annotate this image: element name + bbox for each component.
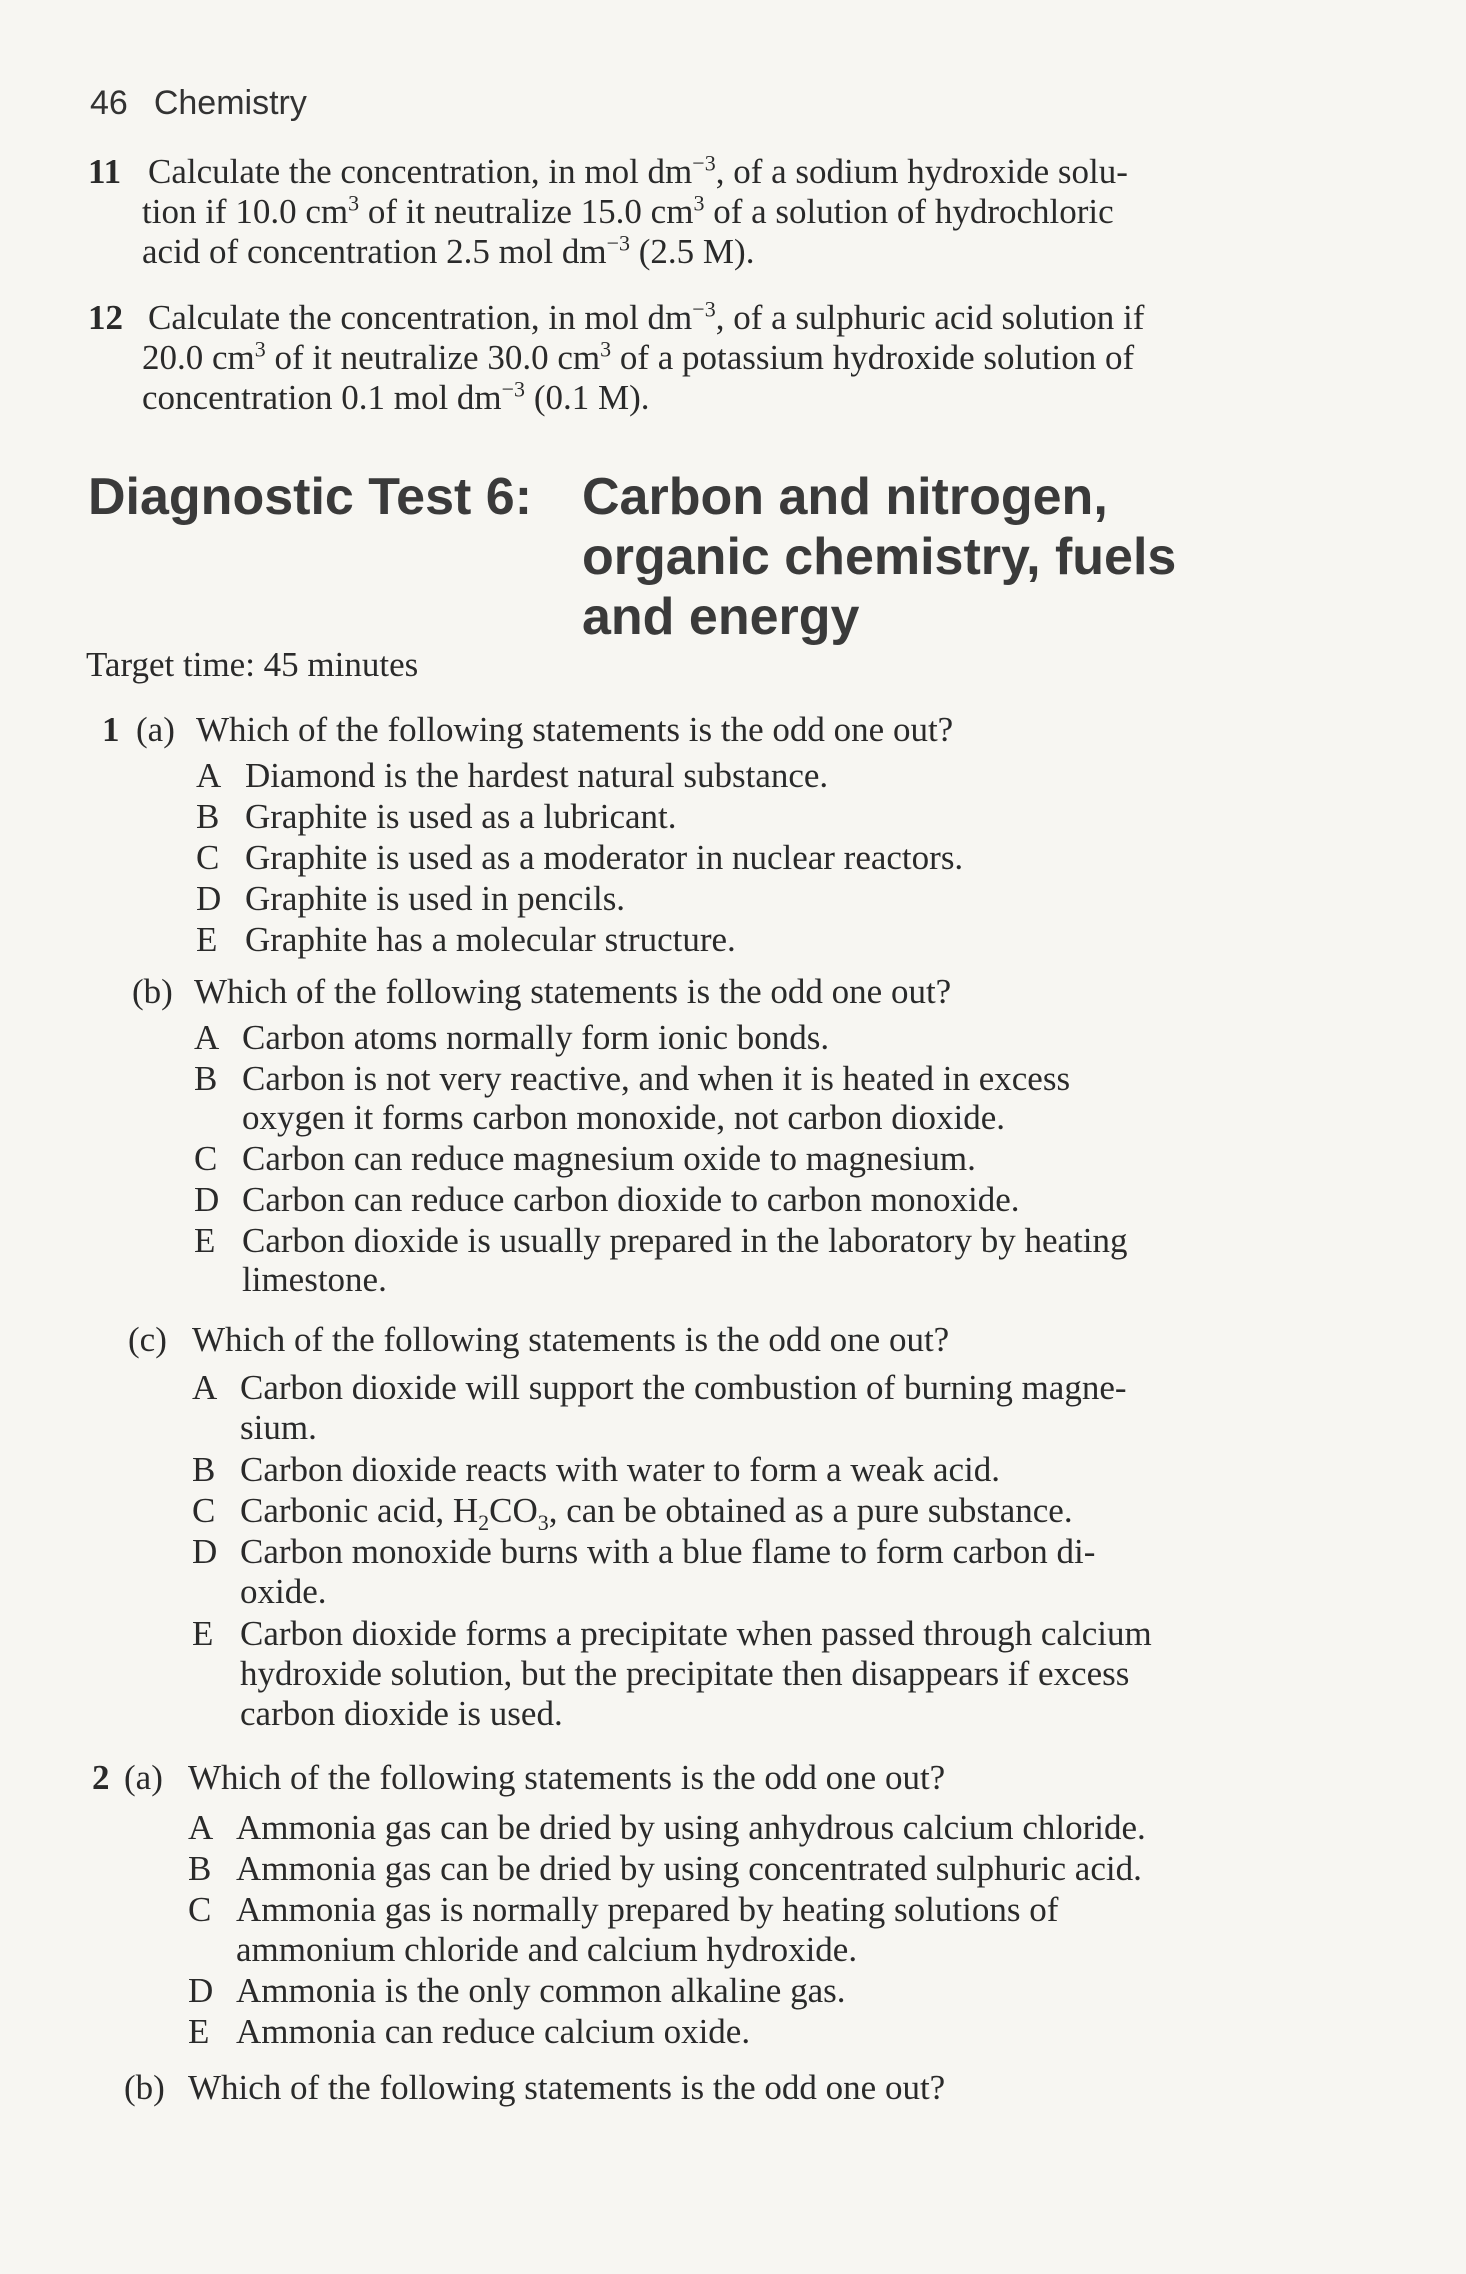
option-text: carbon dioxide is used. <box>240 1694 563 1733</box>
part-stem: Which of the following statements is the odd one out? <box>188 2068 946 2107</box>
option-letter: C <box>194 1139 218 1178</box>
part-label: (a) <box>136 710 175 749</box>
test-title-line: organic chemistry, fuels <box>582 528 1177 586</box>
question-11 <box>88 152 1388 282</box>
part-stem: Which of the following statements is the odd one out? <box>196 710 954 749</box>
option-letter: B <box>192 1450 216 1489</box>
option-letter: C <box>192 1491 216 1530</box>
option-text: Graphite is used as a moderator in nuclear reactors. <box>245 838 964 877</box>
option-text: Carbon can reduce carbon dioxide to carbon monoxide. <box>242 1180 1020 1219</box>
option-letter: D <box>194 1180 220 1219</box>
option-text: Carbon dioxide will support the combustion of burning magne- <box>240 1368 1127 1407</box>
option-letter: E <box>194 1221 216 1260</box>
question-number: 11 <box>88 152 122 191</box>
option-text: sium. <box>240 1408 317 1447</box>
question-text-line: tion if 10.0 $cm^3$ of it neutralize 15.0 $cm^3$ of a solution of hydrochloric <box>142 190 1114 231</box>
option-letter: A <box>196 756 222 795</box>
section-title: Chemistry <box>153 84 307 122</box>
option-text: Graphite has a molecular structure. <box>245 920 736 959</box>
option-text: Carbon dioxide forms a precipitate when passed through calcium <box>240 1614 1152 1653</box>
option-letter: B <box>188 1849 212 1888</box>
option-letter: D <box>196 879 222 918</box>
running-header <box>90 84 307 123</box>
option-letter: D <box>188 1971 214 2010</box>
part-label: (b) <box>132 972 173 1011</box>
question-number: 1 <box>102 710 120 749</box>
part-label: (b) <box>124 2068 165 2107</box>
target-time: Target time: 45 minutes <box>86 645 419 684</box>
question-text-line: 20.0 $cm^3$ of it neutralize 30.0 $cm^3$ of a potassium hydroxide solution of <box>142 336 1135 377</box>
option-letter: A <box>188 1808 214 1847</box>
option-text: hydroxide solution, but the precipitate then disappears if excess <box>240 1654 1130 1693</box>
question-text-line: acid of concentration 2.5 mol $dm^{-3}$ (2.5 M). <box>142 230 755 271</box>
option-text: Ammonia can reduce calcium oxide. <box>236 2012 751 2051</box>
option-text: Carbon monoxide burns with a blue flame to form carbon di- <box>240 1532 1096 1571</box>
part-label: (c) <box>128 1320 167 1359</box>
option-letter: E <box>188 2012 210 2051</box>
option-text: Carbon dioxide reacts with water to form a weak acid. <box>240 1450 1001 1489</box>
option-text: Ammonia is the only common alkaline gas. <box>236 1971 846 2010</box>
option-letter: B <box>196 797 220 836</box>
option-letter: C <box>196 838 220 877</box>
option-letter: E <box>192 1614 214 1653</box>
part-label: (a) <box>124 1758 163 1797</box>
question-text-line: Calculate the concentration, in mol $dm^{-3}$, of a sodium hydroxide solu- <box>148 150 1128 191</box>
question-text-line: Calculate the concentration, in mol $dm^{-3}$, of a sulphuric acid solution if <box>148 296 1145 337</box>
option-text: Diamond is the hardest natural substance. <box>245 756 829 795</box>
part-stem: Which of the following statements is the odd one out? <box>188 1758 946 1797</box>
option-letter: C <box>188 1890 212 1929</box>
option-letter: D <box>192 1532 218 1571</box>
test-title-line: Carbon and nitrogen, <box>582 468 1108 526</box>
test-title-line: and energy <box>582 588 860 646</box>
option-text: Ammonia gas is normally prepared by heating solutions of <box>236 1890 1059 1929</box>
question-text-line: concentration 0.1 mol $dm^{-3}$ (0.1 M). <box>142 376 650 417</box>
option-text: Carbon atoms normally form ionic bonds. <box>242 1018 830 1057</box>
option-text: Graphite is used as a lubricant. <box>245 797 677 836</box>
option-letter: E <box>196 920 218 959</box>
option-text: limestone. <box>242 1260 387 1299</box>
option-text: Ammonia gas can be dried by using concentrated sulphuric acid. <box>236 1849 1142 1888</box>
option-text: oxygen it forms carbon monoxide, not carbon dioxide. <box>242 1098 1006 1137</box>
option-text: oxide. <box>240 1572 327 1611</box>
part-stem: Which of the following statements is the odd one out? <box>192 1320 950 1359</box>
option-text: Carbon can reduce magnesium oxide to magnesium. <box>242 1139 976 1178</box>
option-letter: A <box>194 1018 220 1057</box>
option-letter: A <box>192 1368 218 1407</box>
option-text: Carbonic acid, $H_2CO_3$, can be obtained as a pure substance. <box>240 1491 1073 1535</box>
question-12 <box>88 298 1388 428</box>
option-text: Carbon is not very reactive, and when it is heated in excess <box>242 1059 1071 1098</box>
part-stem: Which of the following statements is the odd one out? <box>194 972 952 1011</box>
page-number: 46 <box>90 84 128 122</box>
test-label: Diagnostic Test 6: <box>88 468 533 526</box>
option-text: Graphite is used in pencils. <box>245 879 626 918</box>
option-text: ammonium chloride and calcium hydroxide. <box>236 1930 858 1969</box>
option-text: Ammonia gas can be dried by using anhydrous calcium chloride. <box>236 1808 1146 1847</box>
question-number: 12 <box>88 298 123 337</box>
option-text: Carbon dioxide is usually prepared in the laboratory by heating <box>242 1221 1128 1260</box>
question-number: 2 <box>92 1758 110 1797</box>
option-letter: B <box>194 1059 218 1098</box>
